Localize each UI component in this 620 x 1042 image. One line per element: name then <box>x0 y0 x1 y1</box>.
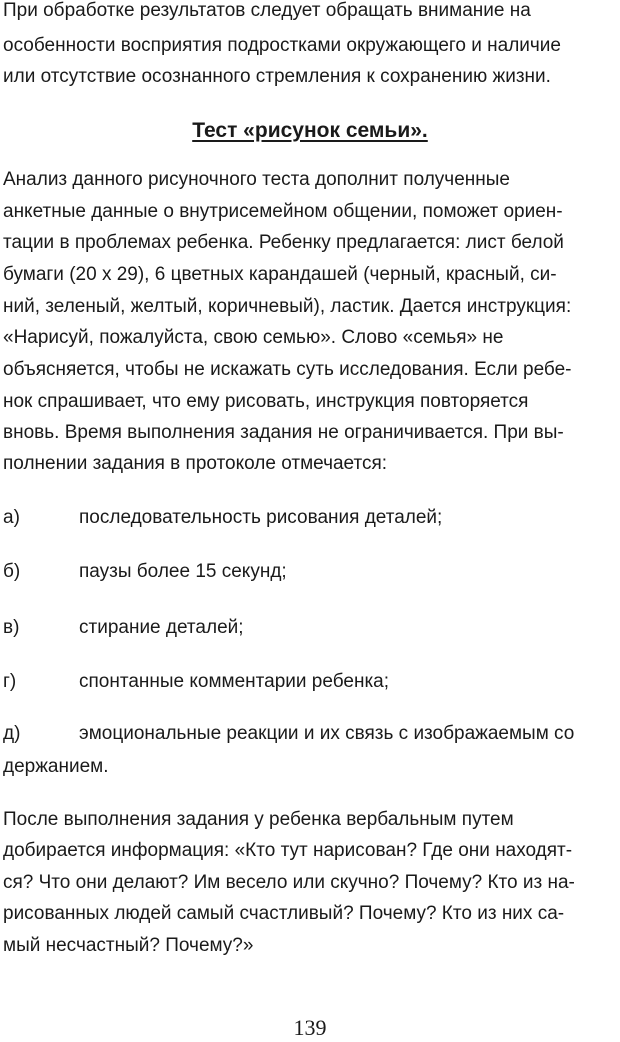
list-item-text-d: эмоциональные реакции и их связь с изображаемым со <box>79 723 575 744</box>
section-heading: Тест «рисунок семьи». <box>192 119 428 142</box>
list-item-marker-d: д) <box>3 723 21 744</box>
list-item-continuation: держанием. <box>3 756 109 777</box>
list-item-text-v: стирание деталей; <box>79 617 244 638</box>
body-line-10: полнении задания в протоколе отмечается: <box>3 453 388 474</box>
page-number: 139 <box>293 1015 327 1040</box>
body-line-1: Анализ данного рисуночного теста дополнит полученные <box>3 169 510 190</box>
body-line-8: нок спрашивает, что ему рисовать, инструкция повторяется <box>3 391 529 412</box>
body-line-6: «Нарисуй, пожалуйста, свою семью». Слово «семья» не <box>3 327 504 348</box>
closing-line-2: добирается информация: «Кто тут нарисован? Где они находят- <box>3 840 573 861</box>
list-item-text-b: паузы более 15 секунд; <box>79 561 287 582</box>
closing-line-4: рисованных людей самый счастливый? Почему? Кто из них са- <box>3 903 565 924</box>
intro-line-1: При обработке результатов следует обращать внимание на <box>3 0 531 21</box>
body-line-5: ний, зеленый, желтый, коричневый), ластик. Дается инструкция: <box>3 296 572 317</box>
closing-line-1: После выполнения задания у ребенка вербальным путем <box>3 809 514 830</box>
list-item-marker-g: г) <box>3 671 17 692</box>
list-item-marker-b: б) <box>3 561 21 582</box>
body-line-2: анкетные данные о внутрисемейном общении, поможет ориен- <box>3 201 563 222</box>
body-line-7: объясняется, чтобы не искажать суть исследования. Если ребе- <box>3 359 572 380</box>
intro-line-3: или отсутствие осознанного стремления к сохранению жизни. <box>3 66 551 87</box>
list-item-text-g: спонтанные комментарии ребенка; <box>79 671 390 692</box>
closing-line-5: мый несчастный? Почему?» <box>3 935 254 956</box>
intro-line-2: особенности восприятия подростками окружающего и наличие <box>3 35 561 56</box>
body-line-4: бумаги (20 х 29), 6 цветных карандашей (черный, красный, си- <box>3 264 557 285</box>
list-item-marker-v: в) <box>3 617 20 638</box>
body-line-3: тации в проблемах ребенка. Ребенку предлагается: лист белой <box>3 232 564 253</box>
closing-line-3: ся? Что они делают? Им весело или скучно? Почему? Кто из на- <box>3 872 575 893</box>
body-line-9: вновь. Время выполнения задания не ограничивается. При вы- <box>3 422 564 443</box>
list-item-text-a: последовательность рисования деталей; <box>79 507 443 528</box>
list-item-marker-a: а) <box>3 507 20 528</box>
